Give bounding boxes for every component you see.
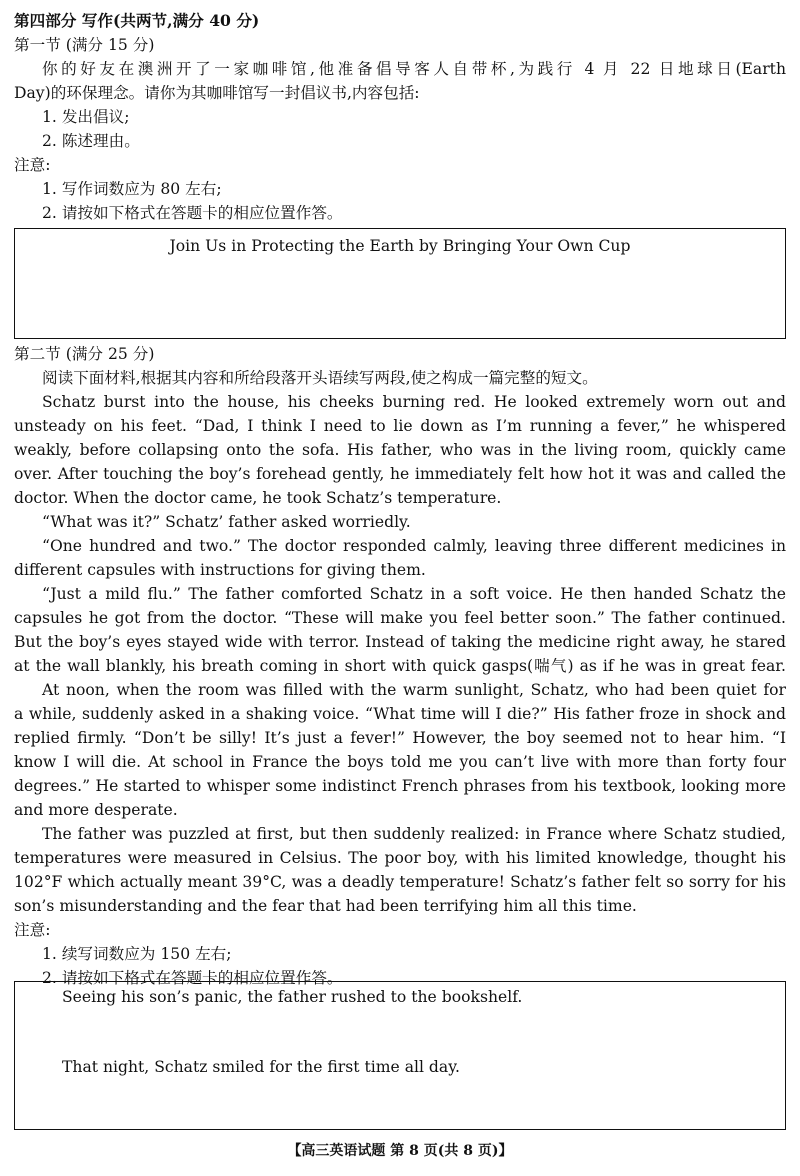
- section1-note: 1. 写作词数应为 80 左右;: [42, 180, 222, 198]
- section1-point: 2. 陈述理由。: [42, 132, 140, 150]
- section2-note-label: 注意:: [14, 921, 51, 939]
- section2-note: 2. 请按如下格式在答题卡的相应位置作答。: [42, 969, 343, 987]
- story-line: doctor. When the doctor came, he took Schatz’s temperature.: [14, 489, 502, 507]
- story-line: Schatz burst into the house, his cheeks burning red. He looked extremely worn out and: [42, 393, 786, 411]
- story-line: At noon, when the room was filled with the warm sunlight, Schatz, who had been quiet for: [42, 681, 786, 699]
- story-line: But the boy’s eyes stayed wide with terror. Instead of taking the medicine right away, he stared: [14, 633, 786, 651]
- story-line: at the wall blankly, his breath coming in short with quick gasps(喘气) as if he was in great fear.: [14, 657, 786, 675]
- section2-note: 1. 续写词数应为 150 左右;: [42, 945, 232, 963]
- section1-heading: 第一节 (满分 15 分): [14, 36, 155, 54]
- story-line: unsteady on his feet. “Dad, I think I need to lie down as I’m running a fever,” he whispered: [14, 417, 786, 435]
- story-line: degrees.” He started to whisper some indistinct French phrases from his textbook, looking more: [14, 777, 786, 795]
- page-footer: 【高三英语试题 第 8 页(共 8 页)】: [287, 1143, 513, 1159]
- section1-note: 2. 请按如下格式在答题卡的相应位置作答。: [42, 204, 343, 222]
- story-line: temperatures were measured in Celsius. The poor boy, with his limited knowledge, thought his: [14, 849, 786, 867]
- para1-start: Seeing his son’s panic, the father rushed to the bookshelf.: [62, 988, 523, 1006]
- story-line: 102°F which actually meant 39°C, was a deadly temperature! Schatz’s father felt so sorry for his: [14, 873, 786, 891]
- story-line: different capsules with instructions for giving them.: [14, 561, 426, 579]
- part-heading: 第四部分 写作(共两节,满分 40 分): [14, 11, 260, 30]
- section1-box-title: Join Us in Protecting the Earth by Bringing Your Own Cup: [169, 237, 631, 255]
- section1-point: 1. 发出倡议;: [42, 108, 130, 126]
- story-line: “What was it?” Schatz’ father asked worriedly.: [42, 513, 411, 531]
- story-line: capsules he got from the doctor. “These will make you feel better soon.” The father continued.: [14, 609, 786, 627]
- story-line: weakly, before collapsing onto the sofa. His father, who was in the living room, quickly came: [14, 441, 786, 459]
- section2-heading: 第二节 (满分 25 分): [14, 345, 155, 363]
- section1-prompt-line: Day)的环保理念。请你为其咖啡馆写一封倡议书,内容包括:: [14, 84, 420, 102]
- story-line: over. After touching the boy’s forehead gently, he immediately felt how hot it was and called the: [14, 465, 786, 483]
- story-line: “Just a mild flu.” The father comforted Schatz in a soft voice. He then handed Schatz the: [42, 585, 786, 603]
- story-line: The father was puzzled at first, but then suddenly realized: in France where Schatz studied,: [42, 825, 786, 843]
- story-line: and more desperate.: [14, 801, 178, 819]
- section1-note-label: 注意:: [14, 156, 51, 174]
- story-line: know I will die. At school in France the boys told me you can’t live with more than forty four: [14, 753, 786, 771]
- section2-instruction: 阅读下面材料,根据其内容和所给段落开头语续写两段,使之构成一篇完整的短文。: [42, 369, 598, 387]
- section1-prompt-line: 你的好友在澳洲开了一家咖啡馆,他准备倡导客人自带杯,为践行 4 月 22 日地球日(Earth: [42, 60, 786, 78]
- section2-answer-box: [14, 981, 786, 1130]
- para2-start: That night, Schatz smiled for the first time all day.: [62, 1058, 460, 1076]
- story-line: “One hundred and two.” The doctor responded calmly, leaving three different medicines in: [42, 537, 786, 555]
- story-line: son’s misunderstanding and the fear that had been terrifying him all this time.: [14, 897, 637, 915]
- section1-answer-box: [14, 228, 786, 339]
- story-line: a while, suddenly asked in a shaking voice. “What time will I die?” His father froze in shock and: [14, 705, 786, 723]
- story-line: replied firmly. “Don’t be silly! It’s just a fever!” However, the boy seemed not to hear him. “I: [14, 729, 786, 747]
